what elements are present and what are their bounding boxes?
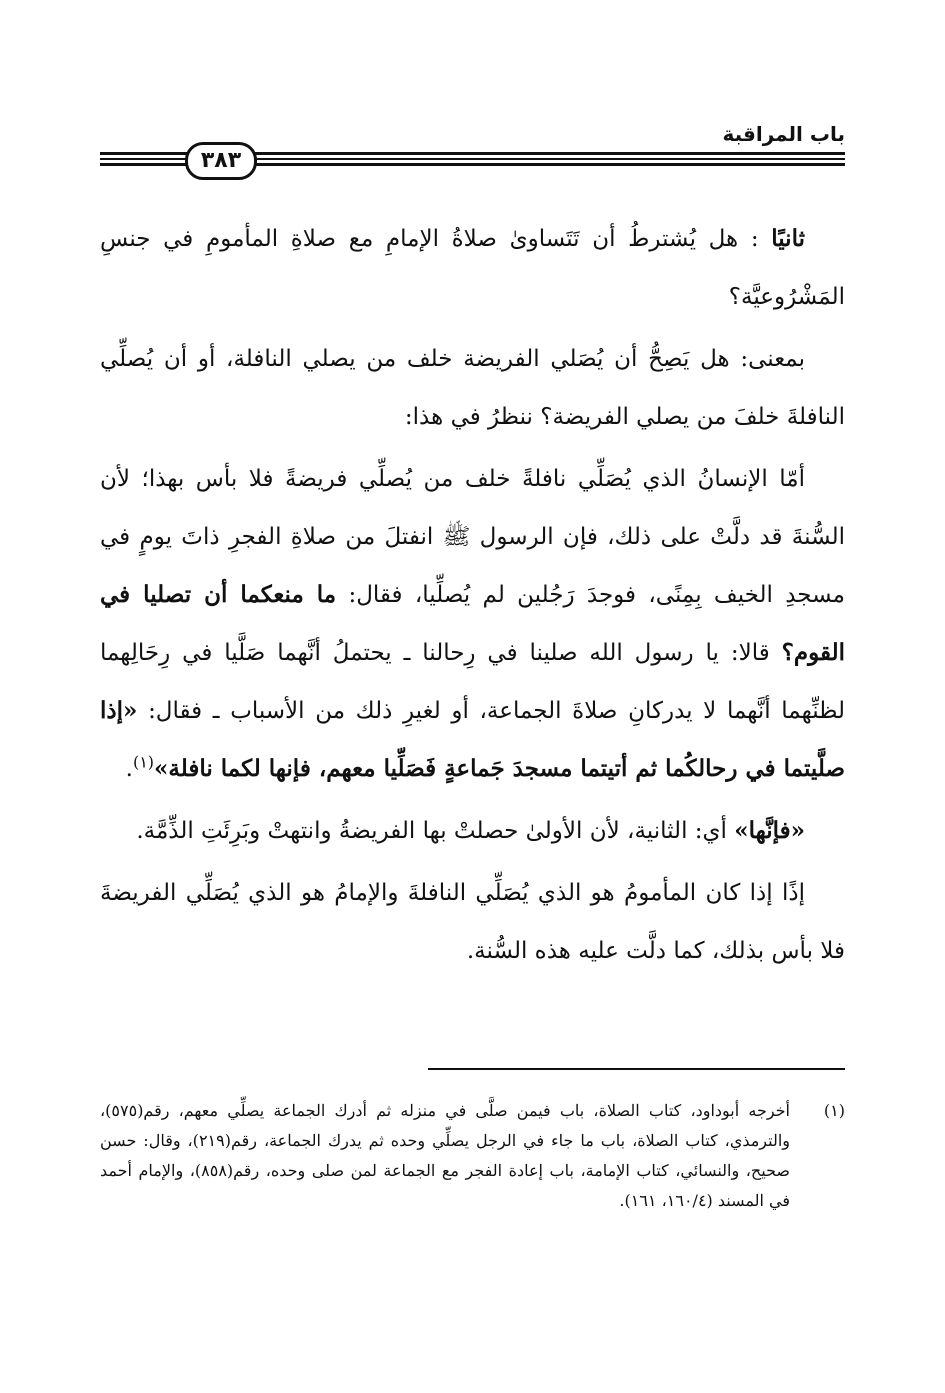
page-number: ٣٨٣ (185, 142, 257, 180)
page-header (100, 120, 845, 190)
footnote-text: أخرجه أبوداود، كتاب الصلاة، باب فيمن صلَّى في منزله ثم أدرك الجماعة يصلِّي معهم، رقم(٥٧٥)، والترمذي، كتاب الصلاة، باب ما جاء في الرجل يصلِّي وحده ثم يدرك الجماعة، رقم(٢١٩)، وقال: حسن صحيح، والنسائي، كتاب الإمامة، باب إعادة الفجر مع الجماعة لمن صلى وحده، رقم(٨٥٨)، والإمام أحمد في المسند (١٦٠/٤، ١٦١). (100, 1101, 791, 1210)
paragraph-2 (100, 330, 845, 446)
paragraph-label: ثانيًا (771, 225, 805, 252)
paragraph-text: أمّا الإنسانُ الذي يُصَلِّي نافلةً خلف من يُصلِّي فريضةً فلا بأس بهذا؛ لأن السُّنةَ قد دلَّتْ على ذلك، فإن الرسول ﷺ انفتلَ من صلاةِ الفجرِ ذاتَ يومٍ في مسجدِ الخيف بِمِنًى، فوجدَ رَجُلين لم يُصلِّيا، فقال: (100, 466, 845, 608)
hadith-quote: ما منعكما أن تصليا في القوم؟ (100, 581, 846, 666)
paragraph-3 (100, 450, 845, 798)
footnote-number: (١) (823, 1101, 845, 1120)
paragraph-4 (100, 802, 845, 860)
footnote-ref: (١) (132, 752, 155, 772)
paragraph-text: إذًا إذا كان المأمومُ هو الذي يُصَلِّي النافلةَ والإمامُ هو الذي يُصَلِّي الفريضةَ فلا بأس بذلك، كما دلَّت عليه هذه السُّنة. (100, 880, 845, 964)
main-text (100, 210, 845, 984)
footnote-separator (428, 1068, 845, 1070)
paragraph-text: أي: الثانية، لأن الأولىٰ حصلتْ بها الفريضةُ وانتهتْ وبَرِئَتِ الذِّمَّة. (136, 818, 727, 844)
paragraph-1 (100, 210, 845, 326)
paragraph-text: قالا: يا رسول الله صلينا في رِحالنا ـ يحتملُ أنَّهما صَلَّيا في رِحَالِهما لظنِّهما أنَّهما لا يدركانِ صلاةَ الجماعة، أو لغيرِ ذلك من الأسباب ـ فقال: (100, 640, 846, 724)
paragraph-5 (100, 864, 845, 980)
quoted-word: «فإنَّها» (734, 817, 805, 844)
hadith-quote: «إذا صلَّيتما في رحالكُما ثم أتيتما مسجدَ جَماعةٍ فَصَلِّيا معهم، فإنها لكما نافلة» (100, 697, 845, 782)
paragraph-end: . (125, 756, 133, 782)
chapter-title: باب المراقبة (722, 122, 845, 146)
footnote (100, 1096, 845, 1216)
paragraph-text: بمعنى: هل يَصِحُّ أن يُصَلي الفريضة خلف من يصلي النافلة، أو أن يُصلِّي النافلةَ خلفَ من يصلي الفريضة؟ ننظرُ في هذا: (100, 346, 845, 430)
paragraph-text: : هل يُشترطُ أن تَتَساوىٰ صلاةُ الإمامِ مع صلاةِ المأمومِ في جنسِ المَشْرُوعيَّة؟ (100, 226, 845, 310)
